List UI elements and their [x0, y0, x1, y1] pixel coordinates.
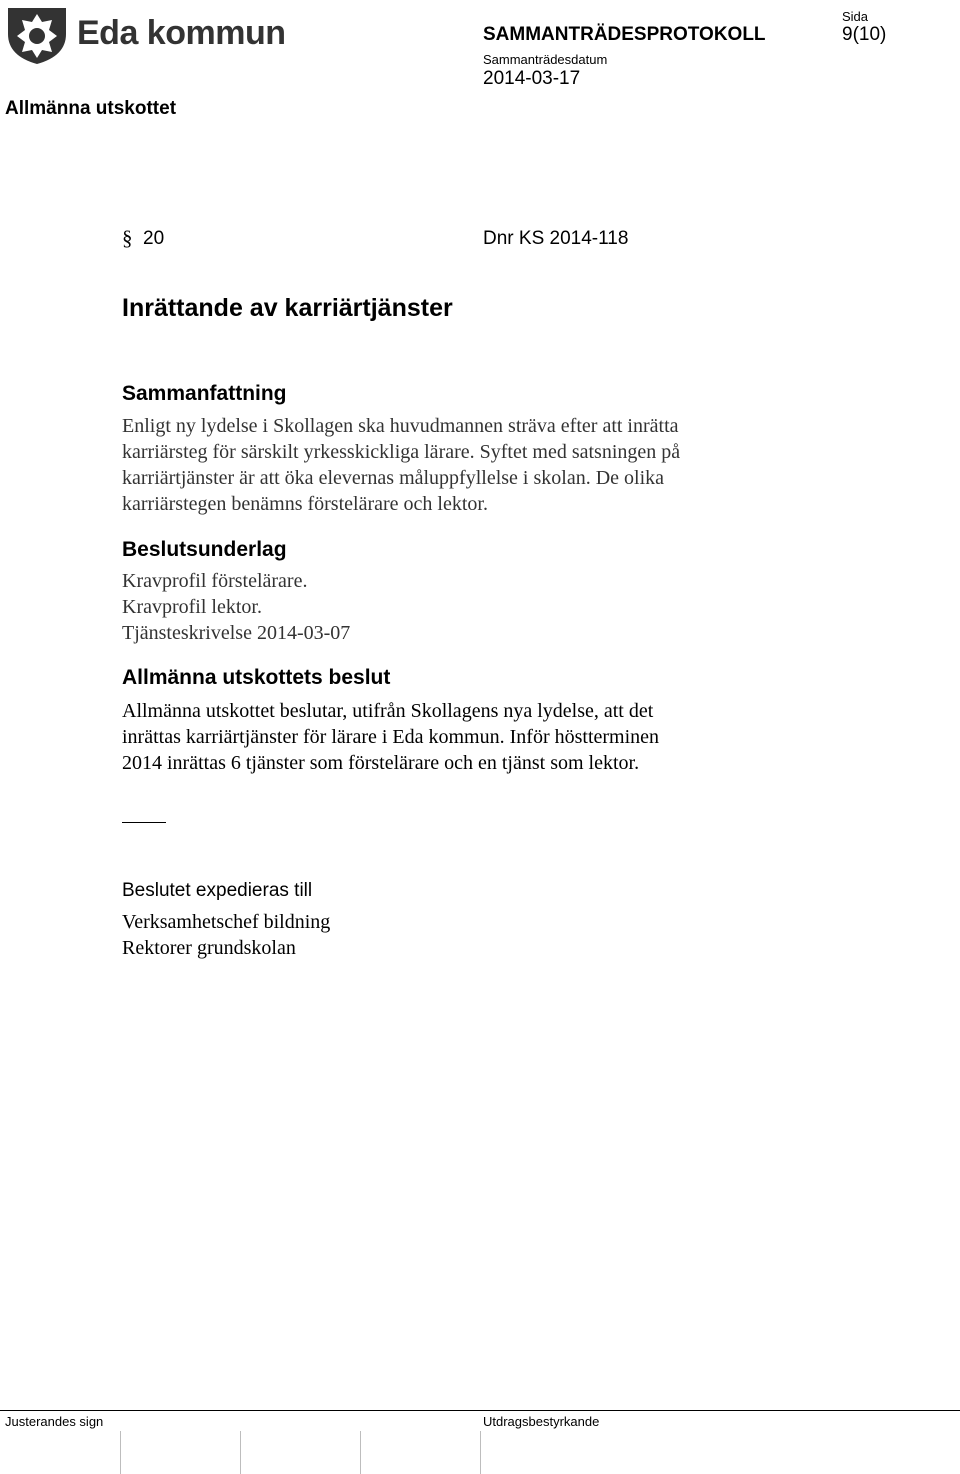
decision-heading: Allmänna utskottets beslut: [122, 666, 391, 689]
basis-item: Tjänsteskrivelse 2014-03-07: [122, 622, 351, 644]
footer-divider: [0, 1410, 960, 1411]
signature-box: [480, 1431, 481, 1474]
document-type: SAMMANTRÄDESPROTOKOLL: [483, 24, 766, 45]
summary-line: karriärsteg för särskilt yrkesskickliga lärare. Syftet med satsningen på: [122, 441, 681, 463]
basis-list: [122, 568, 762, 646]
decision-text: [122, 698, 762, 776]
basis-heading: Beslutsunderlag: [122, 538, 287, 561]
section-number: 20: [143, 228, 165, 249]
decision-line: inrättas karriärtjänster för lärare i Eda kommun. Inför höstterminen: [122, 726, 660, 748]
signature-box: [240, 1431, 241, 1474]
dispatch-list: [122, 909, 622, 961]
meeting-date: 2014-03-17: [483, 68, 581, 89]
summary-line: karriärstegen benämns förstelärare och lektor.: [122, 493, 488, 515]
decision-line: 2014 inrättas 6 tjänster som förstelärare och en tjänst som lektor.: [122, 752, 640, 774]
summary-heading: Sammanfattning: [122, 382, 287, 405]
org-name: Eda kommun: [77, 14, 286, 52]
signature-box: [120, 1431, 121, 1474]
page-number: 9(10): [842, 24, 887, 45]
basis-item: Kravprofil förstelärare.: [122, 570, 308, 592]
summary-text: [122, 413, 762, 517]
case-number: Dnr KS 2014-118: [483, 228, 629, 249]
recipient: Verksamhetschef bildning: [122, 911, 331, 933]
municipality-logo: [6, 4, 68, 66]
adjuster-signature-label: Justerandes sign: [5, 1414, 104, 1429]
separator-rule: [122, 822, 166, 823]
page-label: Sida: [842, 9, 869, 24]
extract-certification-label: Utdragsbestyrkande: [483, 1414, 600, 1429]
matter-title: Inrättande av karriärtjänster: [122, 294, 453, 322]
dispatch-heading: Beslutet expedieras till: [122, 880, 313, 901]
decision-line: Allmänna utskottet beslutar, utifrån Skollagens nya lydelse, att det: [122, 700, 654, 722]
summary-line: Enligt ny lydelse i Skollagen ska huvudmannen sträva efter att inrätta: [122, 415, 679, 437]
meeting-date-label: Sammanträdesdatum: [483, 52, 608, 67]
basis-item: Kravprofil lektor.: [122, 596, 262, 618]
section-sign: §: [122, 226, 133, 250]
committee-name: Allmänna utskottet: [5, 98, 177, 119]
signature-box: [360, 1431, 361, 1474]
recipient: Rektorer grundskolan: [122, 937, 296, 959]
summary-line: karriärtjänster är att öka elevernas måluppfyllelse i skolan. De olika: [122, 467, 665, 489]
